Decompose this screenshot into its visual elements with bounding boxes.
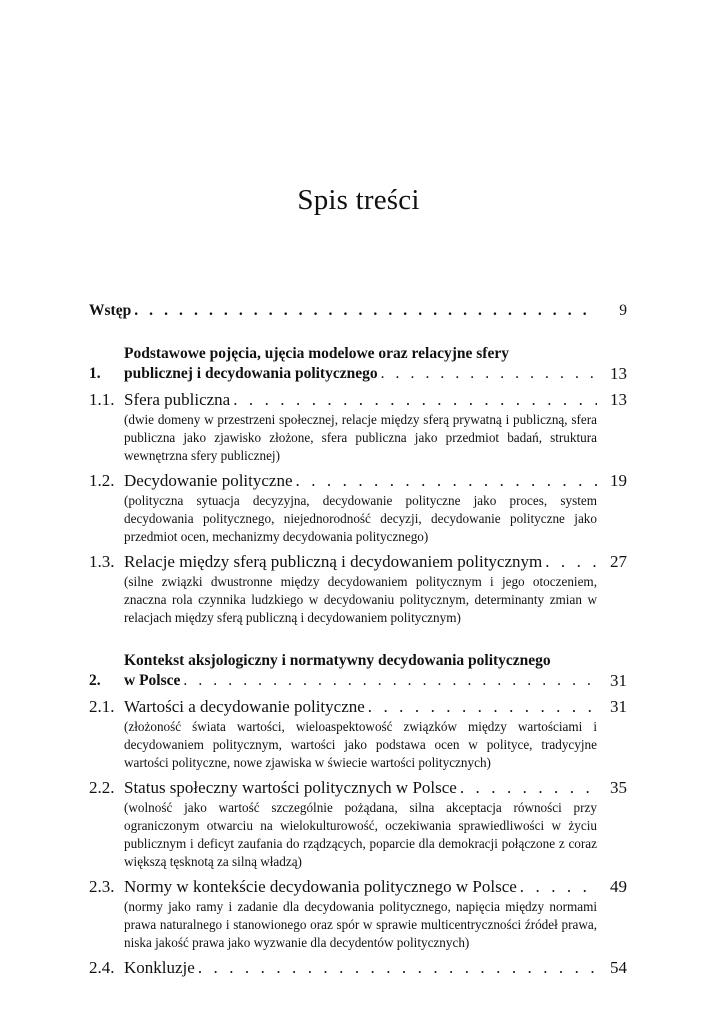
toc-page-number: 31 [610,697,627,716]
section-number: 2.1. [89,697,115,716]
chapter-title-line2: publicznej i decydowania politycznego [124,365,378,382]
section-number: 1.2. [89,471,115,490]
toc-section-1-3[interactable] [89,551,627,573]
section-description: (normy jako ramy i zadanie dla decydowania politycznego, napięcia między normami prawa naturalnego i stanowionego oraz spór w sprawie multicentryczności źródeł prawa, niska jakość prawa jako wyzwanie dla decydentów politycznych) [124,899,597,950]
chapter-title-line2: w Polsce [124,672,181,689]
dot-leader [296,470,597,492]
toc-section-2-2[interactable] [89,777,627,799]
dot-leader [460,777,597,799]
toc-entry-intro[interactable] [89,302,627,320]
toc-section-1-1[interactable] [89,389,627,411]
section-title: Konkluzje [124,958,195,977]
section-number: 2.4. [89,958,115,977]
toc-page-number: 31 [610,671,627,690]
toc-section-2-3[interactable] [89,876,627,898]
dot-leader [368,696,597,718]
toc-page-number: 27 [610,552,627,571]
toc-page-number: 49 [610,877,627,896]
chapter-number: 2. [89,672,101,689]
dot-leader [545,551,597,573]
section-number: 1.1. [89,390,115,409]
section-title: Status społeczny wartości politycznych w Polsce [124,778,457,797]
chapter-title-line1: Podstawowe pojęcia, ujęcia modelowe oraz relacyjne sfery [124,345,509,362]
section-description: (złożoność świata wartości, wieloaspektowość związków między wartościami i decydowaniem politycznym, wartości jako podstawa ocen w polityce, tradycyjne wartości polityczne, nowe zjawiska w świecie wartości politycznych) [124,719,597,770]
section-title: Decydowanie polityczne [124,471,293,490]
section-number: 1.3. [89,552,115,571]
toc-page-number: 35 [610,778,627,797]
toc-section-2-4[interactable] [89,957,627,979]
toc-page-number: 19 [610,471,627,490]
dot-leader [381,364,597,384]
section-number: 2.3. [89,877,115,896]
section-description: (silne związki dwustronne między decydowaniem politycznym i jego otoczeniem, znaczna rola czynnika ludzkiego w decydowaniu politycznym, determinanty zmian w relacjach między sferą publiczną i decydowaniem politycznym) [124,574,597,625]
dot-leader [520,876,597,898]
toc-chapter-1[interactable] [89,344,627,384]
toc-page-number: 13 [610,390,627,409]
toc-page-number: 54 [610,958,627,977]
dot-leader [134,302,597,320]
chapter-number: 1. [89,365,101,382]
dot-leader [233,389,597,411]
section-description: (dwie domeny w przestrzeni społecznej, relacje między sferą prywatną i publiczną, sfera publiczna jako zjawisko złożone, sfera publiczna jako przedmiot badań, struktura wewnętrzna sfery publicznej) [124,412,597,463]
section-description: (polityczna sytuacja decyzyjna, decydowanie polityczne jako proces, system decydowania politycznego, niejednorodność decyzji, decydowanie polityczne jako przedmiot ocen, mechanizmy decydowania politycznego) [124,493,597,544]
toc-page-number: 9 [619,302,627,319]
section-title: Sfera publiczna [124,390,231,409]
toc-section-1-2[interactable] [89,470,627,492]
toc-page-number: 13 [610,364,627,383]
section-title: Relacje między sferą publiczną i decydowaniem politycznym [124,552,543,571]
section-description: (wolność jako wartość szczególnie pożądana, silna akceptacja równości przy ograniczonym otwarciu na wielokulturowość, oczekiwania sprawiedliwości w życiu publicznym i deficyt zaufania do rządzących, poparcie dla demokracji połączone z coraz większą tęsknotą za silną władzą) [124,800,597,869]
toc-section-2-1[interactable] [89,696,627,718]
toc-chapter-2[interactable] [89,651,627,691]
section-title: Wartości a decydowanie polityczne [124,697,365,716]
chapter-title-line1: Kontekst aksjologiczny i normatywny decydowania politycznego [124,652,551,669]
section-number: 2.2. [89,778,115,797]
dot-leader [183,671,597,691]
table-of-contents [89,302,627,979]
section-title: Normy w kontekście decydowania politycznego w Polsce [124,877,517,896]
toc-entry-title: Wstęp [89,302,132,319]
dot-leader [198,957,597,979]
page-title: Spis treści [297,184,420,216]
